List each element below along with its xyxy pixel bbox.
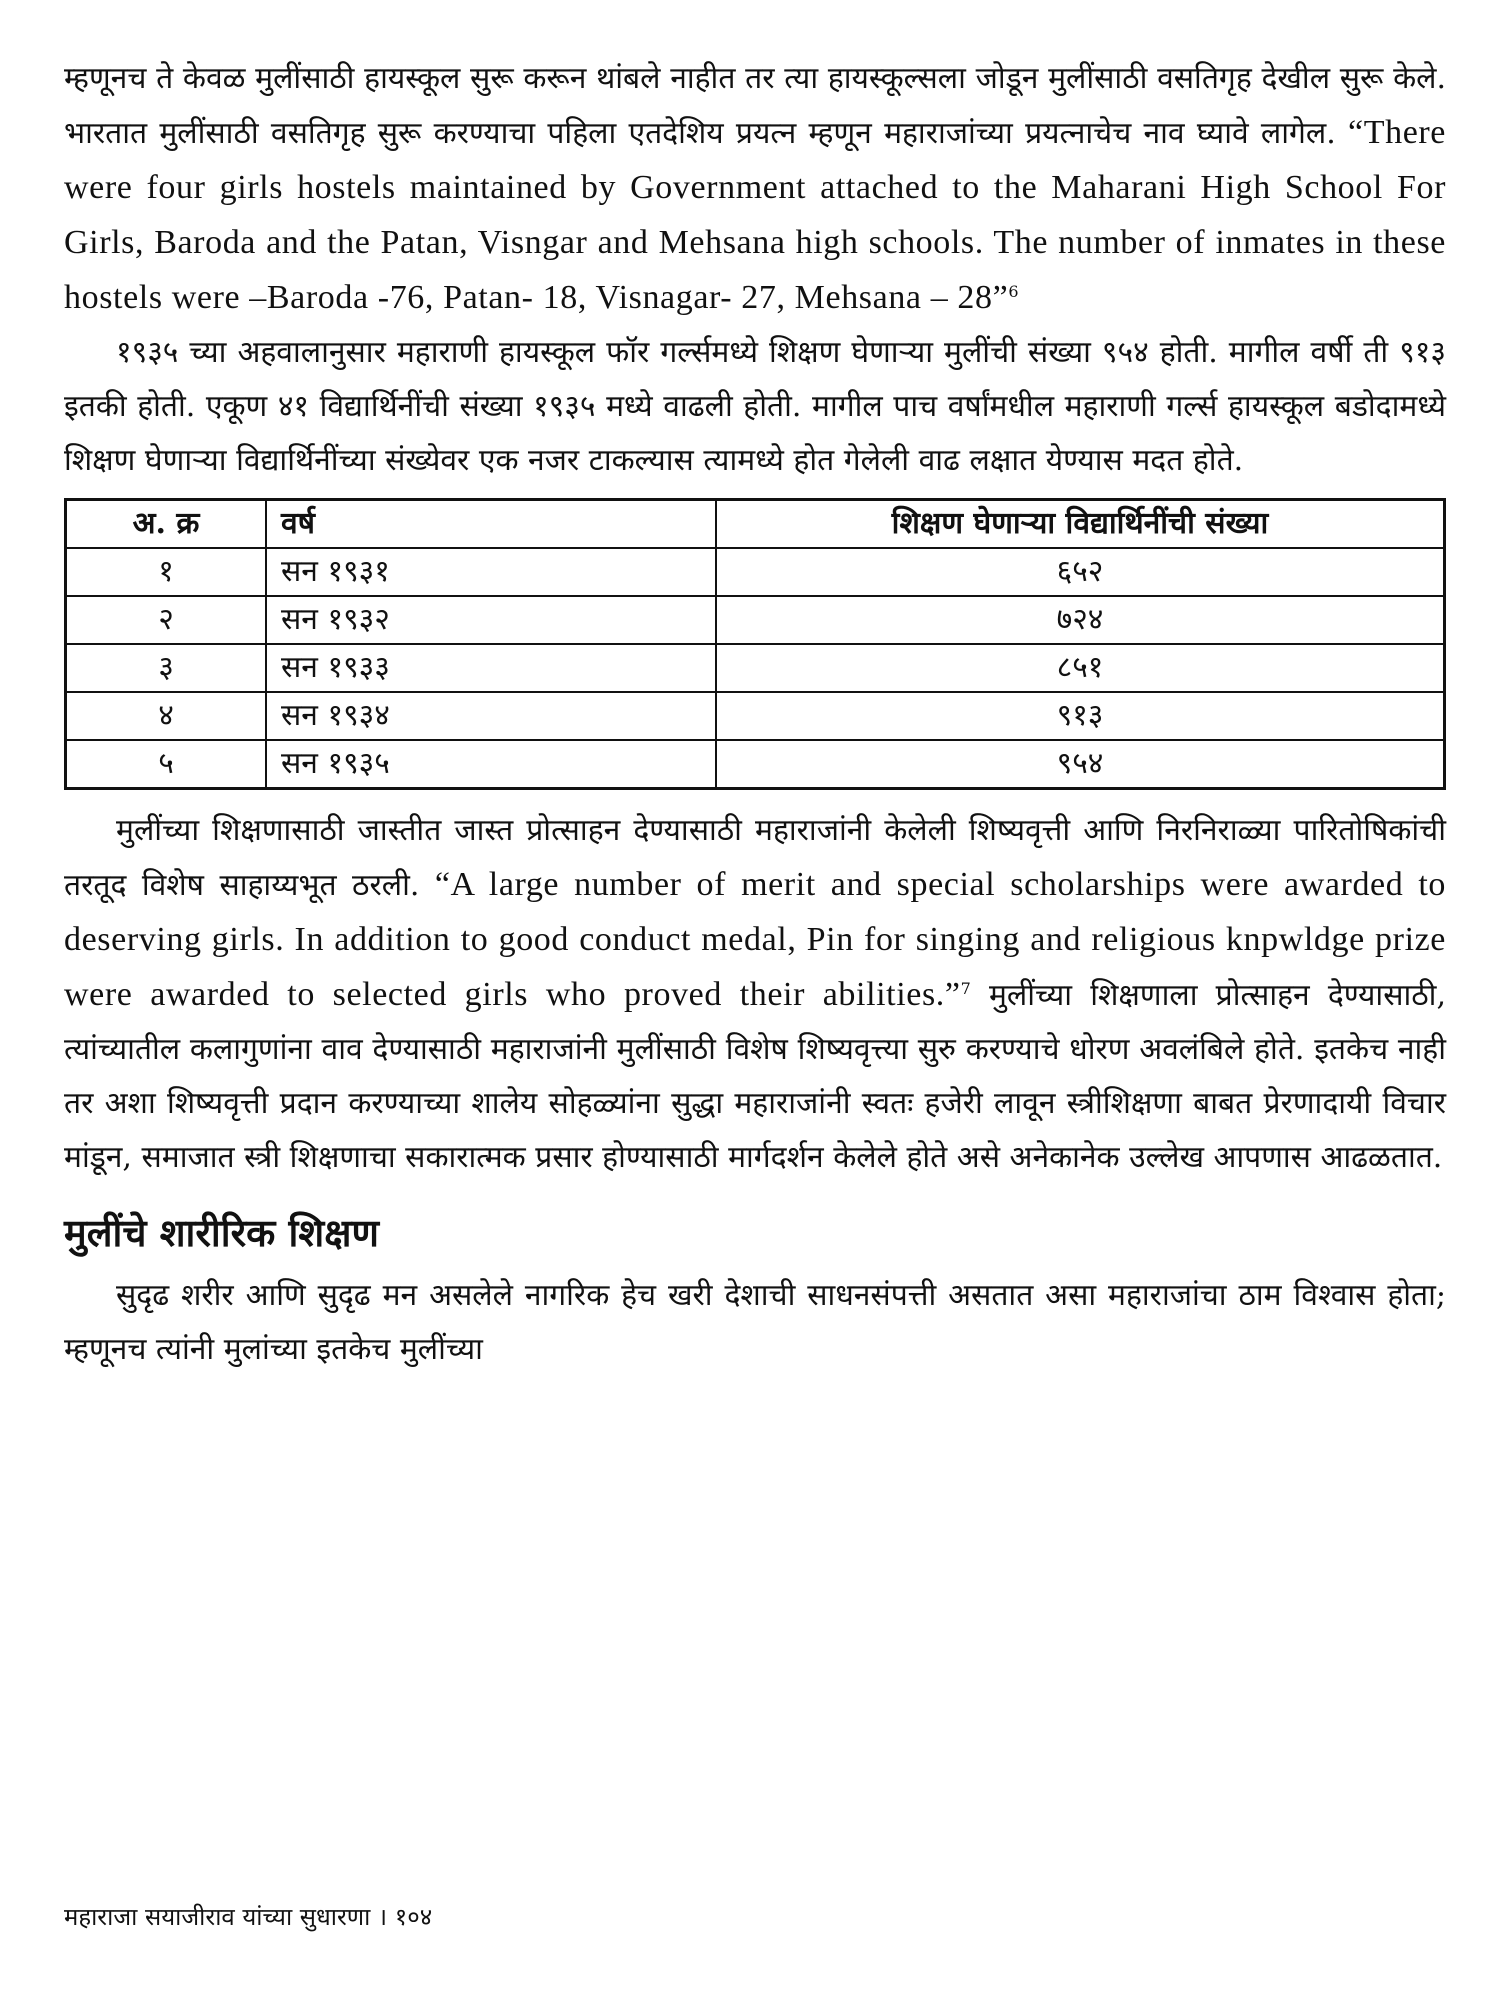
cell-year: सन १९३५ <box>266 740 716 789</box>
footnote-marker-7: 7 <box>960 979 971 998</box>
cell-serial: ४ <box>66 692 267 740</box>
cell-count: ७२४ <box>716 596 1445 644</box>
paragraph-3-english-quote: “A large number of merit and special scholarships were awarded to deserving girls. In addition to good conduct medal, Pin for singing and religious knpwldge prize were awarded to selected girls who proved their abilities.” <box>64 866 1446 1013</box>
cell-count: ८५१ <box>716 644 1445 692</box>
paragraph-2: १९३५ च्या अहवालानुसार महाराणी हायस्कूल फॉर गर्ल्समध्ये शिक्षण घेणाऱ्या मुलींची संख्या ९५४ होती. मागील वर्षी ती ९१३ इतकी होती. एकूण ४१ विद्यार्थिनींची संख्या १९३५ मध्ये वाढली होती. मागील पाच वर्षांमधील महाराणी गर्ल्स हायस्कूल बडोदामध्ये शिक्षण घेणाऱ्या विद्यार्थिनींच्या संख्येवर एक नजर टाकल्यास त्यामध्ये होत गेलेली वाढ लक्षात येण्यास मदत होते. <box>64 335 1446 478</box>
cell-serial: ५ <box>66 740 267 789</box>
cell-year: सन १९३३ <box>266 644 716 692</box>
header-serial-number: अ. क्र <box>66 500 267 549</box>
table-row <box>66 548 1445 596</box>
paragraph-3-marathi-rest: मुलींच्या शिक्षणाला प्रोत्साहन देण्यासाठी, त्यांच्यातील कलागुणांना वाव देण्यासाठी महाराजांनी मुलींसाठी विशेष शिष्यवृत्त्या सुरु करण्याचे धोरण अवलंबिले होते. इतकेच नाही तर अशा शिष्यवृत्ती प्रदान करण्याच्या शालेय सोहळ्यांना सुद्धा महाराजांनी स्वतः हजेरी लावून स्त्रीशिक्षणा बाबत प्रेरणादायी विचार मांडून, समाजात स्त्री शिक्षणाचा सकारात्मक प्रसार होण्यासाठी मार्गदर्शन केलेले होते असे अनेकानेक उल्लेख आपणास आढळतात. <box>64 978 1446 1175</box>
paragraph-3-marathi-intro: मुलींच्या शिक्षणासाठी जास्तीत जास्त प्रोत्साहन देण्यासाठी महाराजांनी केलेली शिष्यवृत्ती आणि निरनिराळ्या पारितोषिकांची तरतूद विशेष साहाय्यभूत ठरली. <box>64 813 1446 903</box>
paragraph-4: सुदृढ शरीर आणि सुदृढ मन असलेले नागरिक हेच खरी देशाची साधनसंपत्ती असतात असा महाराजांचा ठाम विश्वास होता; म्हणूनच त्यांनी मुलांच्या इतकेच मुलींच्या <box>64 1278 1446 1367</box>
table-row <box>66 740 1445 789</box>
paragraph-1-english-quote: “There were four girls hostels maintained by Government attached to the Maharani High School For Girls, Baroda and the Patan, Visngar and Mehsana high schools. The number of inmates in these hostels were –Baroda -76, Patan- 18, Visnagar- 27, Mehsana – 28” <box>64 114 1446 316</box>
cell-serial: १ <box>66 548 267 596</box>
cell-year: सन १९३२ <box>266 596 716 644</box>
cell-serial: ३ <box>66 644 267 692</box>
header-year: वर्ष <box>266 500 716 549</box>
cell-year: सन १९३१ <box>266 548 716 596</box>
page-footer: महाराजा सयाजीराव यांच्या सुधारणा । १०४ <box>64 1903 433 1931</box>
header-student-count: शिक्षण घेणाऱ्या विद्यार्थिनींची संख्या <box>716 500 1445 549</box>
table-header-row <box>66 500 1445 549</box>
enrollment-table-wrapper <box>64 498 1446 790</box>
cell-count: ९५४ <box>716 740 1445 789</box>
table-row <box>66 644 1445 692</box>
enrollment-table <box>64 498 1446 790</box>
paragraph-1-marathi: म्हणूनच ते केवळ मुलींसाठी हायस्कूल सुरू करून थांबले नाहीत तर त्या हायस्कूल्सला जोडून मुलींसाठी वसतिगृह देखील सुरू केले. भारतात मुलींसाठी वसतिगृह सुरू करण्याचा पहिला एतदेशिय प्रयत्न म्हणून महाराजांच्या प्रयत्नाचेच नाव घ्यावे लागेल. <box>64 61 1446 151</box>
cell-count: ६५२ <box>716 548 1445 596</box>
table-row <box>66 692 1445 740</box>
section-heading: मुलींचे शारीरिक शिक्षण <box>64 1210 379 1255</box>
cell-year: सन १९३४ <box>266 692 716 740</box>
paragraph-3 <box>64 804 1446 1185</box>
table-row <box>66 596 1445 644</box>
page-content <box>64 52 1446 1377</box>
paragraph-1 <box>64 52 1446 326</box>
footnote-marker-6: 6 <box>1008 282 1019 301</box>
cell-count: ९१३ <box>716 692 1445 740</box>
cell-serial: २ <box>66 596 267 644</box>
